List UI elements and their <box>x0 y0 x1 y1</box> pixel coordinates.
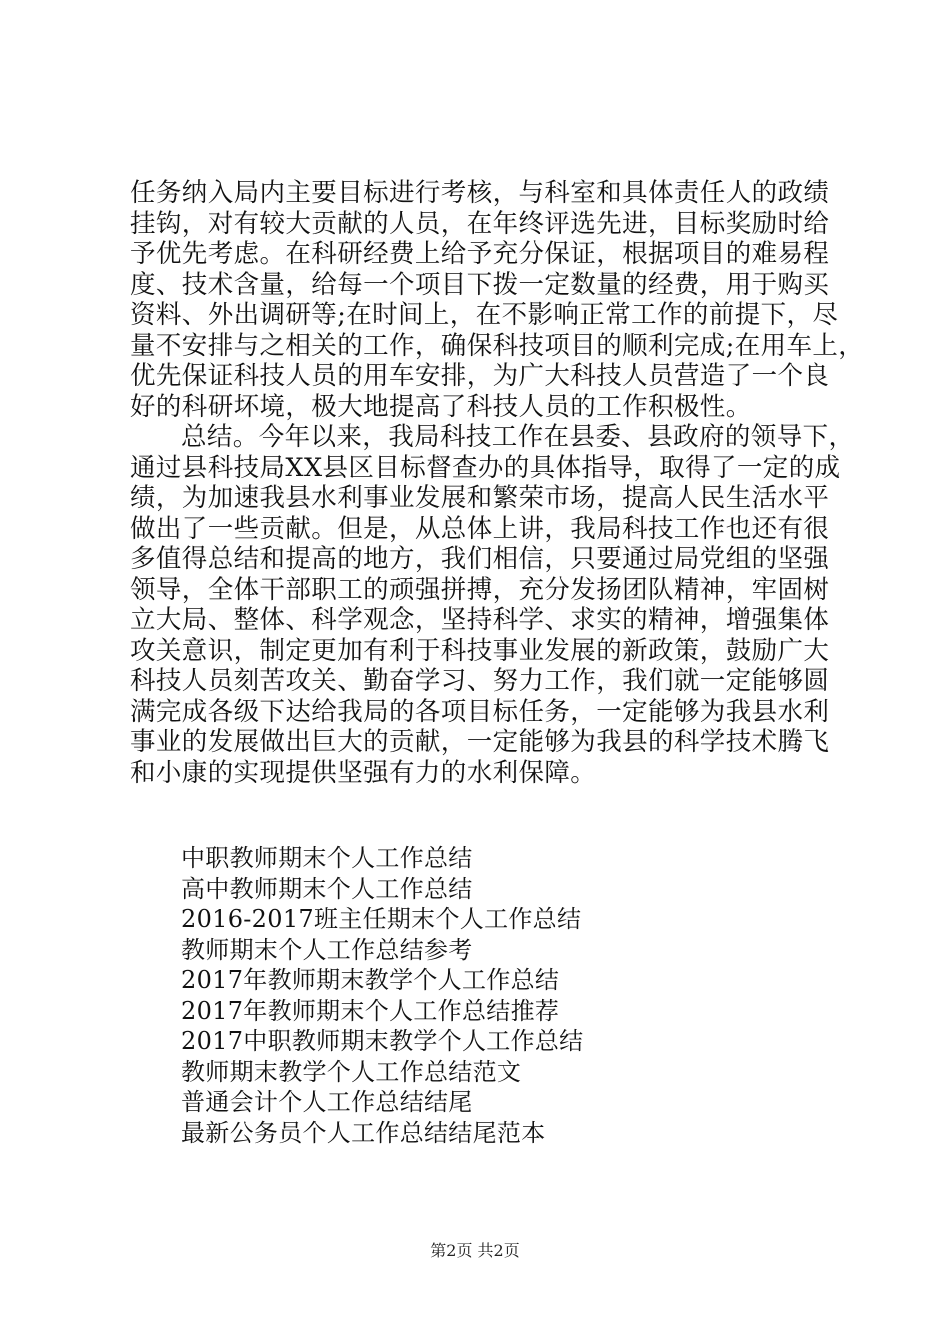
related-link[interactable]: 教师期末教学个人工作总结范文 <box>181 1057 522 1086</box>
text-line: 任务纳入局内主要目标进行考核，与科室和具体责任人的政绩 <box>130 178 830 208</box>
text-line: 量不安排与之相关的工作，确保科技项目的顺利完成;在用车上， <box>130 330 865 361</box>
text-line: 立大局、整体、科学观念，坚持科学、求实的精神，增强集体 <box>130 605 830 635</box>
related-link[interactable]: 2017年教师期末个人工作总结推荐 <box>181 996 560 1025</box>
text-line: 度、技术含量，给每一个项目下拨一定数量的经费，用于购买 <box>130 269 830 300</box>
text-line: 多值得总结和提高的地方，我们相信，只要通过局党组的坚强 <box>130 544 830 574</box>
text-line: 好的科研坏境，极大地提高了科技人员的工作积极性。 <box>130 391 752 422</box>
related-link[interactable]: 2017年教师期末教学个人工作总结 <box>181 966 560 994</box>
related-link[interactable]: 高中教师期末个人工作总结 <box>181 874 473 903</box>
paragraph-2 <box>130 422 855 788</box>
related-links-list <box>181 843 583 1148</box>
text-line: 攻关意识，制定更加有利于科技事业发展的新政策，鼓励广大 <box>130 635 830 666</box>
related-link[interactable]: 中职教师期末个人工作总结 <box>181 844 473 872</box>
text-line: 满完成各级下达给我局的各项目标任务，一定能够为我县水利 <box>130 696 830 727</box>
text-line: 优先保证科技人员的用车安排，为广大科技人员营造了一个良 <box>130 361 830 391</box>
text-line: 做出了一些贡献。但是，从总体上讲，我局科技工作也还有很 <box>130 513 830 544</box>
text-line: 绩，为加速我县水利事业发展和繁荣市场，提高人民生活水平 <box>130 483 830 513</box>
paragraph-1 <box>130 178 865 422</box>
page-number: 第2页 共2页 <box>430 1241 520 1260</box>
related-link[interactable]: 普通会计个人工作总结结尾 <box>181 1088 473 1116</box>
text-line: 挂钩，对有较大贡献的人员，在年终评选先进，目标奖励时给 <box>130 208 830 239</box>
text-line: 资料、外出调研等;在时间上，在不影响正常工作的前提下，尽 <box>130 300 839 330</box>
text-line: 总结。今年以来，我局科技工作在县委、县政府的领导下， <box>181 422 855 452</box>
related-link[interactable]: 2016-2017班主任期末个人工作总结 <box>181 905 582 933</box>
related-link[interactable]: 教师期末个人工作总结参考 <box>181 935 473 964</box>
text-line: 通过县科技局XX县区目标督查办的具体指导，取得了一定的成 <box>130 452 841 483</box>
page-footer <box>0 1241 950 1261</box>
related-link[interactable]: 2017中职教师期末教学个人工作总结 <box>181 1027 584 1055</box>
text-line: 予优先考虑。在科研经费上给予充分保证，根据项目的难易程 <box>130 239 830 269</box>
related-link[interactable]: 最新公务员个人工作总结结尾范本 <box>181 1118 546 1147</box>
text-line: 科技人员刻苦攻关、勤奋学习、努力工作，我们就一定能够圆 <box>130 666 830 696</box>
body-text <box>130 178 865 788</box>
text-line: 事业的发展做出巨大的贡献，一定能够为我县的科学技术腾飞 <box>130 727 830 757</box>
text-line: 和小康的实现提供坚强有力的水利保障。 <box>130 757 597 788</box>
text-line: 领导，全体干部职工的顽强拼搏，充分发扬团队精神，牢固树 <box>130 574 830 605</box>
